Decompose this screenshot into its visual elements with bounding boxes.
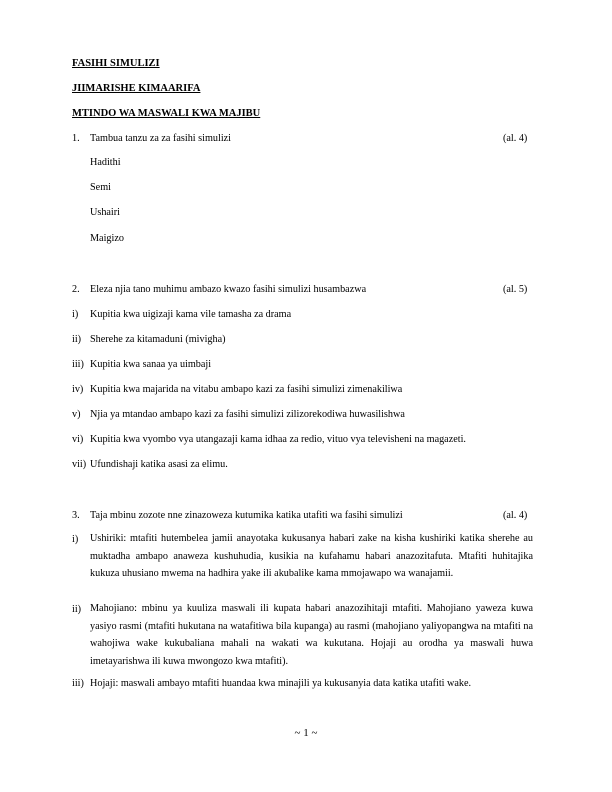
question-marks: (al. 4)	[503, 133, 528, 144]
answer-numeral: iv)	[72, 384, 84, 395]
answer-text: Kupitia kwa sanaa ya uimbaji	[90, 359, 212, 370]
answer-numeral: v)	[72, 409, 81, 420]
answer-item: Semi	[90, 182, 111, 193]
answer-text: Kupitia kwa majarida na vitabu ambapo kazi za fasihi simulizi zimenakiliwa	[90, 384, 403, 395]
answer-numeral: vi)	[72, 434, 84, 445]
answer-text: Njia ya mtandao ambapo kazi za fasihi simulizi zilizorekodiwa huwasilishwa	[90, 409, 405, 420]
question-marks: (al. 5)	[503, 284, 528, 295]
answer-item: Ushairi	[90, 207, 120, 218]
question-number: 1.	[72, 133, 80, 144]
section-heading: MTINDO WA MASWALI KWA MAJIBU	[72, 108, 261, 119]
answer-paragraph: Ushiriki: mtafiti hutembelea jamii anayotaka kukusanya habari zake na kisha kushiriki katika sherehe au muktadha ambapo anaweza kushuhudia, kusikia na kufahamu habari anazozitafuta. Mtafiti huhitajika kukuza uhusiano mwema na hadhira yake ili akubalike kama mmojawapo wa wanajamii.	[90, 533, 533, 579]
answer-text: Hojaji: maswali ambayo mtafiti huandaa kwa minajili ya kukusanyia data katika utafiti wake.	[90, 678, 472, 689]
question-text: Taja mbinu zozote nne zinazoweza kutumika katika utafiti wa fasihi simulizi	[90, 510, 403, 521]
question-text: Tambua tanzu za za fasihi simulizi	[90, 133, 232, 144]
answer-item: Hadithi	[90, 157, 121, 168]
answer-item: Maigizo	[90, 233, 124, 244]
answer-numeral: ii)	[72, 334, 82, 345]
answer-numeral: ii)	[72, 604, 82, 615]
question-marks: (al. 4)	[503, 510, 528, 521]
document-title: FASIHI SIMULIZI	[72, 58, 160, 69]
answer-text: Sherehe za kitamaduni (mivigha)	[90, 334, 226, 345]
answer-paragraph: Mahojiano: mbinu ya kuuliza maswali ili kupata habari anazozihitaji mtafiti. Mahojiano yaweza kuwa yasiyo rasmi (mtafiti hukutana na watafitiwa bila kupanga) au rasmi (mahojiano yaliyopangwa na mtafiti na wahojiwa wake kukubaliana mahali na wakati wa kukutana. Hojaji au orodha ya maswali huwa imetayarishwa ili kuwa mwongozo kwa mtafiti).	[90, 603, 533, 667]
answer-numeral: iii)	[72, 359, 84, 370]
answer-text: Ufundishaji katika asasi za elimu.	[90, 459, 228, 470]
answer-numeral: vii)	[72, 459, 87, 470]
answer-text: Kupitia kwa vyombo vya utangazaji kama idhaa za redio, vituo vya televisheni na magazeti.	[90, 434, 466, 445]
page-number: ~ 1 ~	[294, 727, 318, 739]
answer-numeral: i)	[72, 309, 79, 320]
question-number: 3.	[72, 510, 80, 521]
answer-text: Kupitia kwa uigizaji kama vile tamasha za drama	[90, 309, 292, 320]
answer-numeral: iii)	[72, 678, 84, 689]
answer-numeral: i)	[72, 534, 79, 545]
document-subtitle: JIIMARISHE KIMAARIFA	[72, 83, 201, 94]
question-text: Eleza njia tano muhimu ambazo kwazo fasihi simulizi husambazwa	[90, 284, 367, 295]
question-number: 2.	[72, 284, 80, 295]
